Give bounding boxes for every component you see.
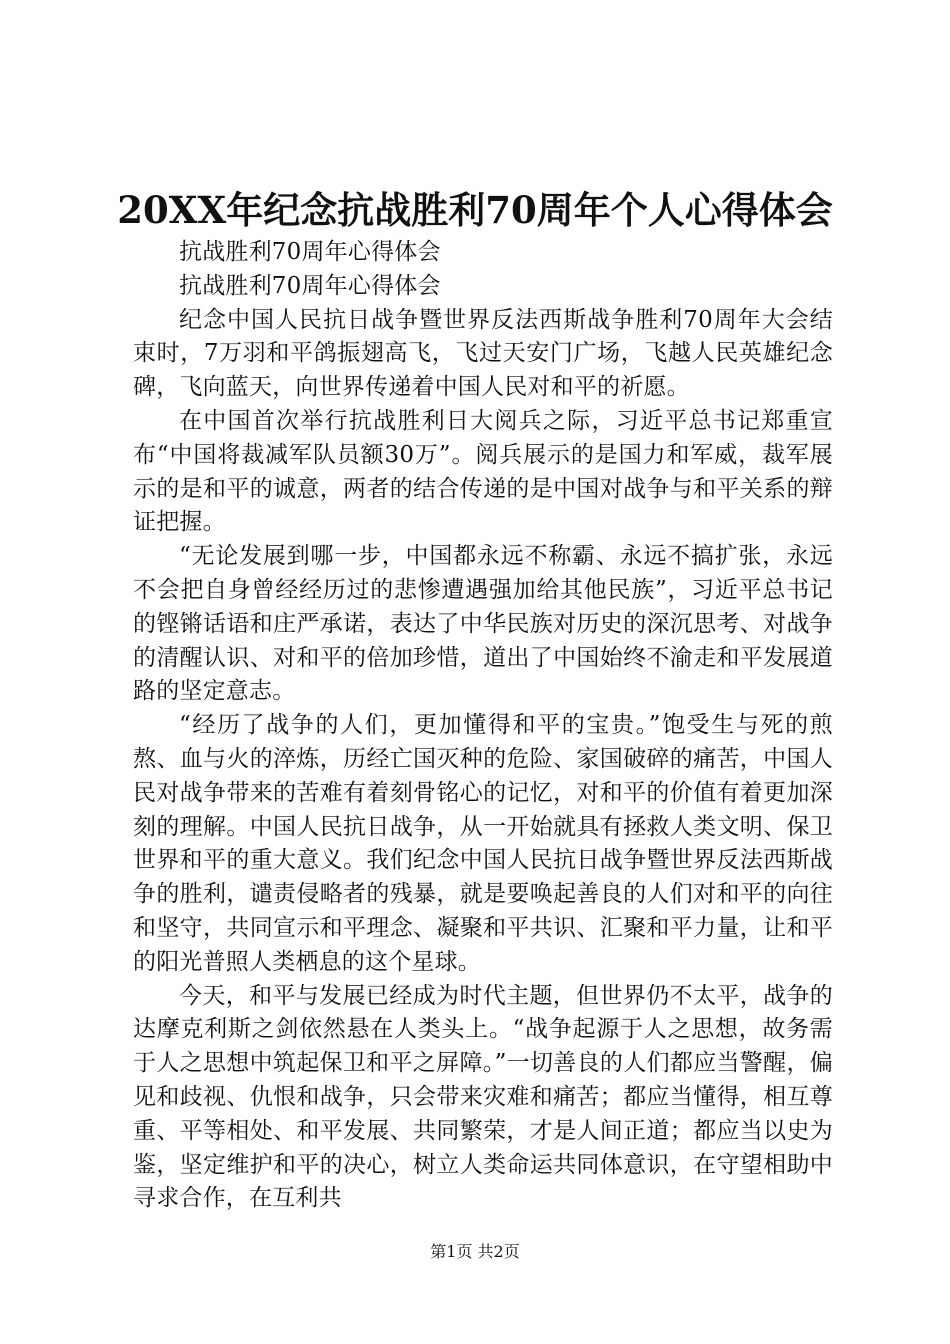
body-paragraph: 今天，和平与发展已经成为时代主题，但世界仍不太平，战争的达摩克利斯之剑依然悬在人类头上。“战争起源于人之思想，故务需于人之思想中筑起保卫和平之屏障。”一切善良的人们都应当警醒，偏见和歧视、仇恨和战争，只会带来灾难和痛苦；都应当懂得，相互尊重、平等相处、和平发展、共同繁荣，才是人间正道；都应当以史为鉴，坚定维护和平的决心，树立人类命运共同体意识，在守望相助中寻求合作，在互利共: [133, 982, 833, 1212]
body-paragraph: “无论发展到哪一步，中国都永远不称霸、永远不搞扩张，永远不会把自身曾经经历过的悲惨遭遇强加给其他民族”，习近平总书记的铿锵话语和庄严承诺，表达了中华民族对历史的深沉思考、对战争的清醒认识、对和平的倍加珍惜，道出了中国始终不渝走和平发展道路的坚定意志。: [133, 543, 833, 705]
subtitle: 抗战胜利70周年心得体会: [179, 239, 441, 265]
body-paragraph: 在中国首次举行抗战胜利日大阅兵之际，习近平总书记郑重宣布“中国将裁减军队员额30万”。阅兵展示的是国力和军威，裁军展示的是和平的诚意，两者的结合传递的是中国对战争与和平关系的辩证把握。: [133, 407, 833, 536]
subtitle: 抗战胜利70周年心得体会: [179, 272, 441, 299]
document-title: 20XX年纪念抗战胜利70周年个人心得体会: [117, 188, 833, 232]
document-body: [133, 236, 833, 1216]
page-footer: 第1页 共2页: [430, 1242, 520, 1261]
body-paragraph: “经历了战争的人们，更加懂得和平的宝贵。”饱受生与死的煎熬、血与火的淬炼，历经亡国灭种的危险、家国破碎的痛苦，中国人民对战争带来的苦难有着刻骨铭心的记忆，对和平的价值有着更加深刻的理解。中国人民抗日战争，从一开始就具有拯救人类文明、保卫世界和平的重大意义。我们纪念中国人民抗日战争暨世界反法西斯战争的胜利，谴责侵略者的残暴，就是要唤起善良的人们对和平的向往和坚守，共同宣示和平理念、凝聚和平共识、汇聚和平力量，让和平的阳光普照人类栖息的这个星球。: [133, 712, 833, 975]
body-paragraph: 纪念中国人民抗日战争暨世界反法西斯战争胜利70周年大会结束时，7万羽和平鸽振翅高飞，飞过天安门广场，飞越人民英雄纪念碑，飞向蓝天，向世界传递着中国人民对和平的祈愿。: [133, 306, 833, 401]
